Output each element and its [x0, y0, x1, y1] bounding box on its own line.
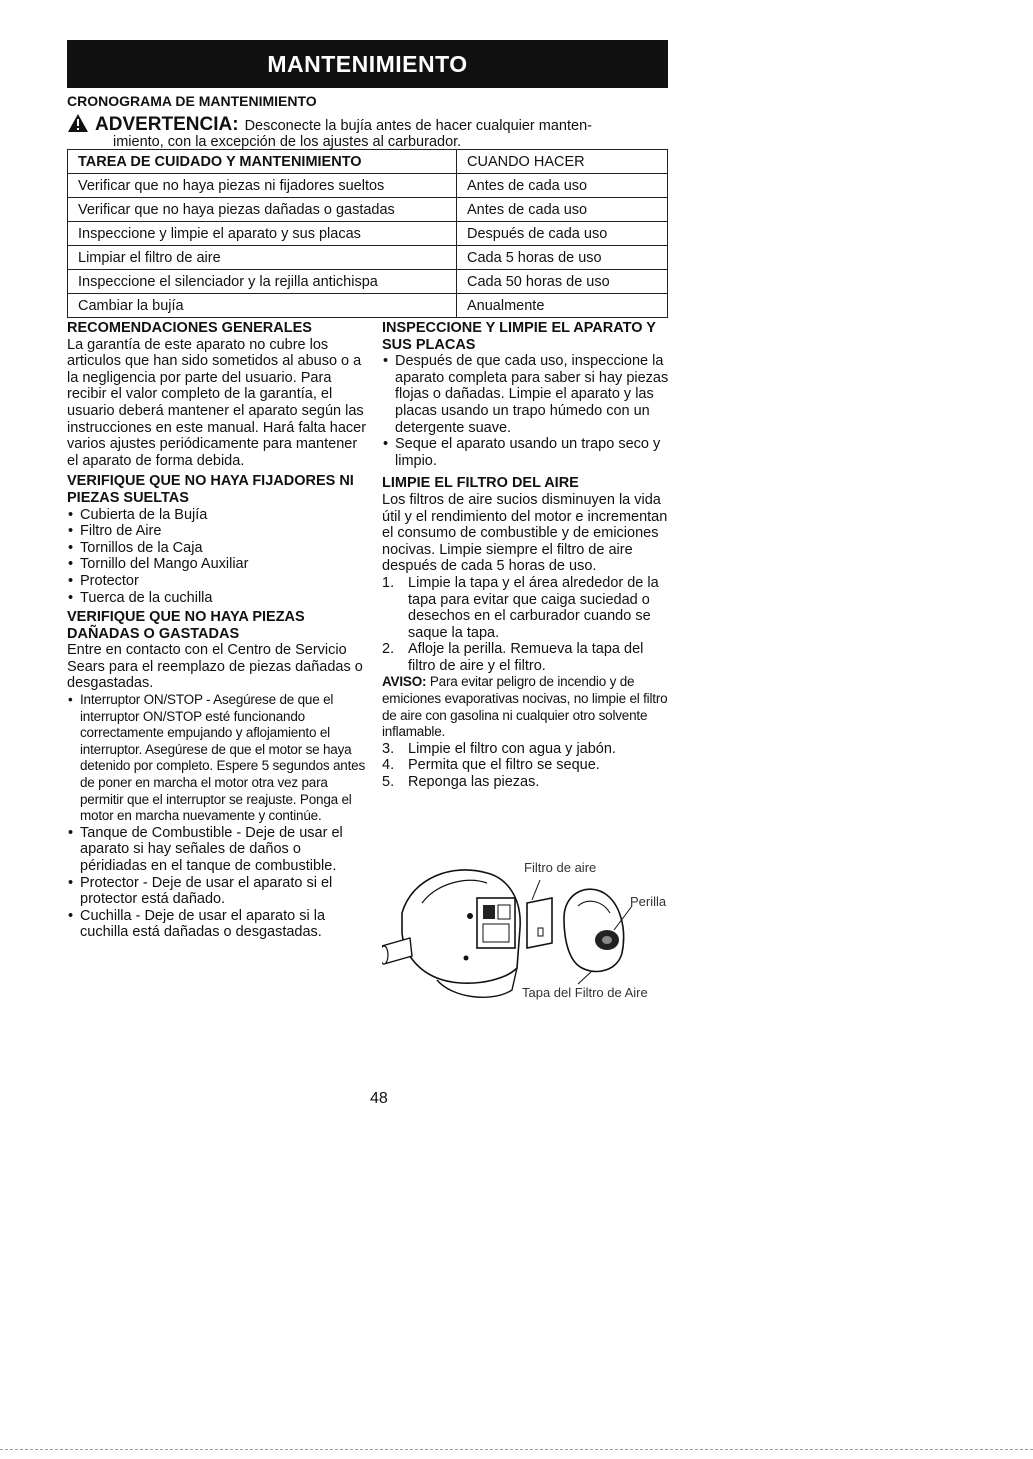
step-number: 3.: [382, 740, 395, 757]
list-item: [382, 774, 672, 791]
task-cell: Inspeccione y limpie el aparato y sus placas: [68, 222, 457, 246]
warning-text-2: imiento, con la excepción de los ajustes al carburador.: [113, 134, 462, 150]
filter-label: Filtro de aire: [524, 860, 597, 875]
table-row: [68, 222, 668, 246]
loose-parts-heading: VERIFIQUE QUE NO HAYA FIJADORES NI PIEZAS SUELTAS: [67, 473, 354, 506]
list-item: • Tuerca de la cuchilla: [67, 590, 367, 607]
warning-label: ADVERTENCIA:: [95, 114, 239, 135]
table-row: [68, 270, 668, 294]
air-filter-text: Los filtros de aire sucios disminuyen la vida útil y el rendimiento del motor e incrementan el consumo de combustible y de emiciones nocivas. Limpie siempre el filtro de aire después de cada 5 horas de uso.: [382, 491, 668, 575]
list-item: [382, 741, 672, 758]
step-number: 5.: [382, 774, 395, 791]
table-row: [68, 294, 668, 318]
damaged-parts-text: Entre en contacto con el Centro de Servicio Sears para el reemplazo de piezas dañadas o desgastadas.: [67, 642, 363, 692]
list-item: • Tornillos de la Caja: [67, 540, 367, 557]
task-cell: Verificar que no haya piezas dañadas o gastadas: [68, 198, 457, 222]
warning-icon: [67, 113, 89, 133]
when-cell: Anualmente: [457, 294, 668, 318]
task-cell: Cambiar la bujía: [68, 294, 457, 318]
list-item: • Filtro de Aire: [67, 523, 367, 540]
notice-label: AVISO:: [382, 674, 427, 690]
list-item: • Tornillo del Mango Auxiliar: [67, 556, 367, 573]
knob-label: Perilla: [630, 894, 667, 909]
table-row: [68, 246, 668, 270]
page-header: [67, 40, 668, 88]
notice-block: [382, 674, 672, 740]
schedule-title: CRONOGRAMA DE MANTENIMIENTO: [67, 93, 317, 109]
when-cell: Antes de cada uso: [457, 174, 668, 198]
list-item: • Tanque de Combustible - Deje de usar el aparato si hay señales de daños o péridiadas en el tanque de combustible.: [67, 825, 367, 875]
cover-label: Tapa del Filtro de Aire: [522, 985, 648, 1000]
column-header-when: CUANDO HACER: [457, 150, 668, 174]
list-item: [382, 757, 672, 774]
task-cell: Inspeccione el silenciador y la rejilla antichispa: [68, 270, 457, 294]
list-item: • Cubierta de la Bujía: [67, 507, 367, 524]
general-recommendations-text: La garantía de este aparato no cubre los articulos que han sido sometidos al abuso o a la negligencia por parte del usuario. Para recibir el valor completo de la garantía, el usuario deberá mantener el aparato según las instrucciones en este manual. Hará falta hacer varios ajustes periódicamente para mantener el aparato de forma debida.: [67, 336, 367, 469]
right-column: [382, 320, 672, 791]
table-row: [68, 174, 668, 198]
step-text: Permita que el filtro se seque.: [408, 757, 600, 774]
list-item: • Protector: [67, 573, 367, 590]
left-column: [67, 320, 367, 944]
when-cell: Después de cada uso: [457, 222, 668, 246]
general-recommendations-heading: RECOMENDACIONES GENERALES: [67, 320, 312, 336]
step-number: 1.: [382, 574, 395, 591]
when-cell: Cada 5 horas de uso: [457, 246, 668, 270]
table-header-row: [68, 150, 668, 174]
table-row: [68, 198, 668, 222]
list-item: • Seque el aparato usando un trapo seco y limpio.: [382, 436, 672, 469]
page-title: MANTENIMIENTO: [267, 50, 468, 77]
page-number: 48: [370, 1090, 388, 1107]
warning-text-1: Desconecte la bujía antes de hacer cualquier manten-: [244, 118, 592, 134]
column-header-task: TAREA DE CUIDADO Y MANTENIMIENTO: [68, 150, 457, 174]
list-item: [382, 575, 672, 641]
damaged-parts-heading: VERIFIQUE QUE NO HAYA PIEZAS DAÑADAS O GASTADAS: [67, 609, 305, 642]
loose-parts-list: [67, 507, 367, 607]
air-filter-figure: [382, 858, 672, 1008]
list-item: • Después de que cada uso, inspeccione la aparato completa para saber si hay piezas flojas o dañadas. Limpie el aparato y las placas usando un trapo húmedo con un detergente suave.: [382, 353, 672, 436]
when-cell: Cada 50 horas de uso: [457, 270, 668, 294]
air-filter-steps-a: [382, 575, 672, 675]
step-text: Limpie la tapa y el área alrededor de la tapa para evitar que caiga suciedad o desechos en el carburador cuando se saque la tapa.: [408, 574, 659, 641]
inspect-clean-list: [382, 353, 672, 469]
list-item: [382, 641, 672, 674]
step-number: 2.: [382, 641, 395, 658]
list-item: • Protector - Deje de usar el aparato si el protector está dañado.: [67, 875, 367, 908]
warning-block: [67, 113, 667, 150]
air-filter-steps-b: [382, 741, 672, 791]
task-cell: Limpiar el filtro de aire: [68, 246, 457, 270]
step-number: 4.: [382, 757, 395, 774]
step-text: Limpie el filtro con agua y jabón.: [408, 740, 616, 757]
page-edge-divider: [0, 1449, 1033, 1450]
task-cell: Verificar que no haya piezas ni fijadores sueltos: [68, 174, 457, 198]
damaged-parts-list: [67, 692, 367, 941]
list-item: • Interruptor ON/STOP - Asegúrese de que el interruptor ON/STOP esté funcionando correctamente empujando y aflojamiento el interruptor. Asegúrese de que el motor se haya detenido por completo. Espere 5 segundos antes de poner en marcha el motor otra vez para permitir que el interruptor se reajuste. Ponga el motor en marcha nuevamente y continúe.: [67, 692, 367, 825]
maintenance-schedule-table: [67, 149, 668, 318]
list-item: • Cuchilla - Deje de usar el aparato si la cuchilla está dañadas o desgastadas.: [67, 908, 367, 941]
inspect-clean-heading: INSPECCIONE Y LIMPIE EL APARATO Y SUS PLACAS: [382, 320, 656, 353]
when-cell: Antes de cada uso: [457, 198, 668, 222]
notice-text: Para evitar peligro de incendio y de emiciones evaporativas nocivas, no limpie el filtro de aire con gasolina ni cualquier otro solvente inflamable.: [382, 674, 668, 740]
step-text: Afloje la perilla. Remueva la tapa del filtro de aire y el filtro.: [408, 641, 644, 674]
step-text: Reponga las piezas.: [408, 774, 540, 791]
air-filter-heading: LIMPIE EL FILTRO DEL AIRE: [382, 475, 579, 492]
